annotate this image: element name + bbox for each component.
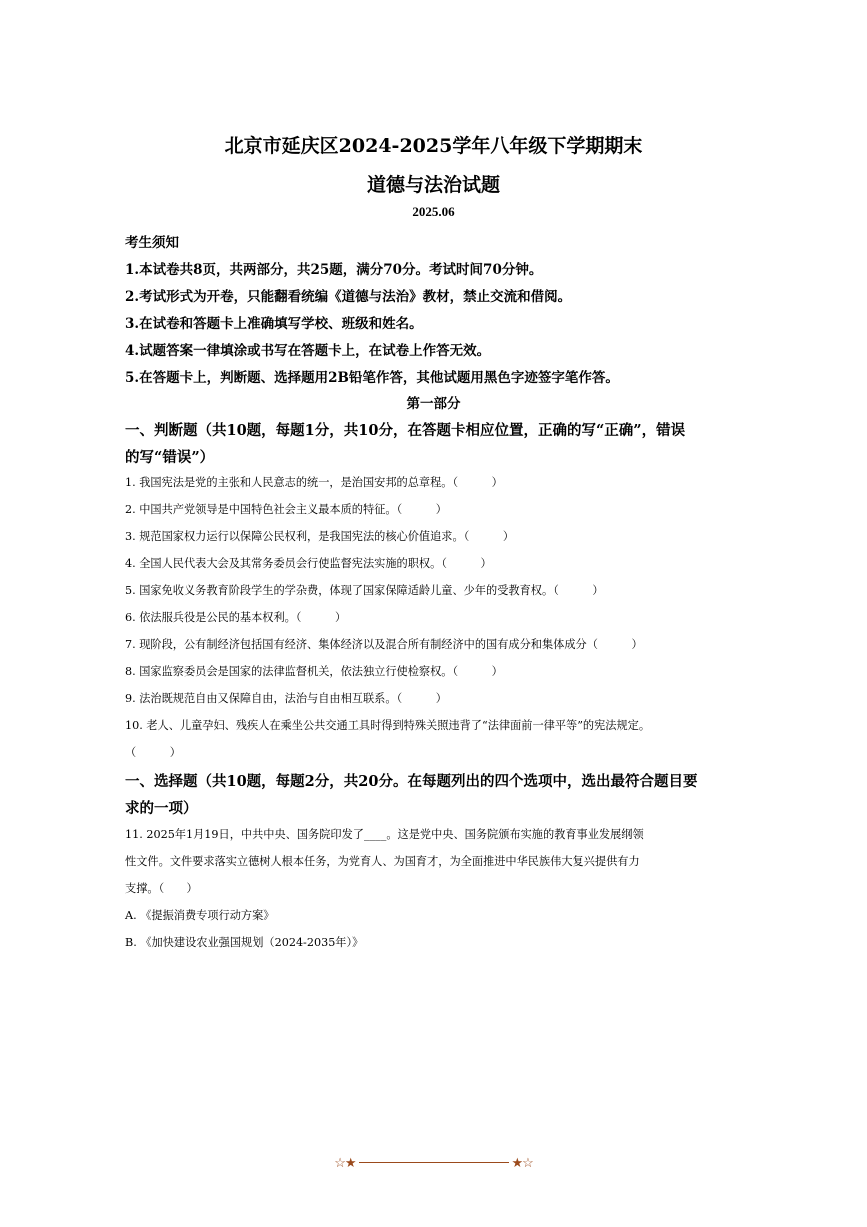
judge-question: 3. 规范国家权力运行以保障公民权利，是我国宪法的核心价值追求。（ ）: [125, 530, 515, 543]
judge-section-heading-cont: 的写“错误”）: [125, 449, 215, 466]
notice-item: 5.在答题卡上，判断题、选择题用2B铅笔作答，其他试题用黑色字迹签字笔作答。: [125, 370, 619, 386]
notice-heading: 考生须知: [125, 235, 179, 251]
judge-question: 4. 全国人民代表大会及其常务委员会行使监督宪法实施的职权。（ ）: [125, 557, 492, 570]
exam-subtitle: 道德与法治试题: [366, 174, 500, 196]
judge-question: 5. 国家免收义务教育阶段学生的学杂费，体现了国家保障适龄儿童、少年的受教育权。（ ）: [125, 584, 604, 597]
judge-question: 1. 我国宪法是党的主张和人民意志的统一，是治国安邦的总章程。（ ）: [125, 476, 503, 489]
notice-item: 3.在试卷和答题卡上准确填写学校、班级和姓名。: [125, 316, 423, 332]
notice-item: 1.本试卷共8页，共两部分，共25题，满分70分。考试时间70分钟。: [125, 262, 543, 278]
choice-question-stem: 支撑。（ ）: [125, 882, 198, 895]
judge-question-tail: （ ）: [125, 746, 181, 759]
choice-question-stem: 11. 2025年1月19日，中共中央、国务院印发了____。这是党中央、国务院颁布实施的教育事业发展纲领: [125, 828, 644, 841]
exam-title: 北京市延庆区2024-2025学年八年级下学期期末: [224, 135, 643, 157]
choice-question-stem: 性文件。文件要求落实立德树人根本任务，为党育人、为国育才，为全面推进中华民族伟大复兴提供有力: [125, 855, 640, 868]
choice-option-b: B. 《加快建设农业强国规划（2024-2035年）》: [125, 936, 364, 949]
judge-question: 10. 老人、儿童孕妇、残疾人在乘坐公共交通工具时得到特殊关照违背了“法律面前一律平等”的宪法规定。: [125, 719, 651, 732]
judge-question: 9. 法治既规范自由又保障自由，法治与自由相互联系。（ ）: [125, 692, 447, 705]
judge-question: 8. 国家监察委员会是国家的法律监督机关，依法独立行使检察权。（ ）: [125, 665, 503, 678]
notice-item: 2.考试形式为开卷，只能翻看统编《道德与法治》教材，禁止交流和借阅。: [125, 289, 572, 305]
exam-date: 2025.06: [412, 204, 455, 219]
part-heading: 第一部分: [406, 396, 461, 412]
star-icon-right: ★☆: [511, 1156, 533, 1171]
notice-item: 4.试题答案一律填涂或书写在答题卡上，在试卷上作答无效。: [125, 343, 491, 359]
choice-section-heading: 一、选择题（共10题，每题2分，共20分。在每题列出的四个选项中，选出最符合题目要: [125, 773, 698, 790]
star-icon-left: ☆★: [334, 1156, 356, 1171]
choice-section-heading-cont: 求的一项）: [125, 800, 198, 817]
choice-option-a: A. 《提振消费专项行动方案》: [125, 909, 275, 922]
judge-question: 2. 中国共产党领导是中国特色社会主义最本质的特征。（ ）: [125, 503, 447, 516]
judge-question: 6. 依法服兵役是公民的基本权利。（ ）: [125, 611, 347, 624]
footer-divider: [359, 1162, 509, 1163]
footer-ornament: [0, 1152, 867, 1171]
judge-section-heading: 一、判断题（共10题，每题1分，共10分，在答题卡相应位置，正确的写“正确”，错误: [125, 422, 686, 439]
judge-question: 7. 现阶段，公有制经济包括国有经济、集体经济以及混合所有制经济中的国有成分和集体成分（ ）: [125, 638, 643, 651]
